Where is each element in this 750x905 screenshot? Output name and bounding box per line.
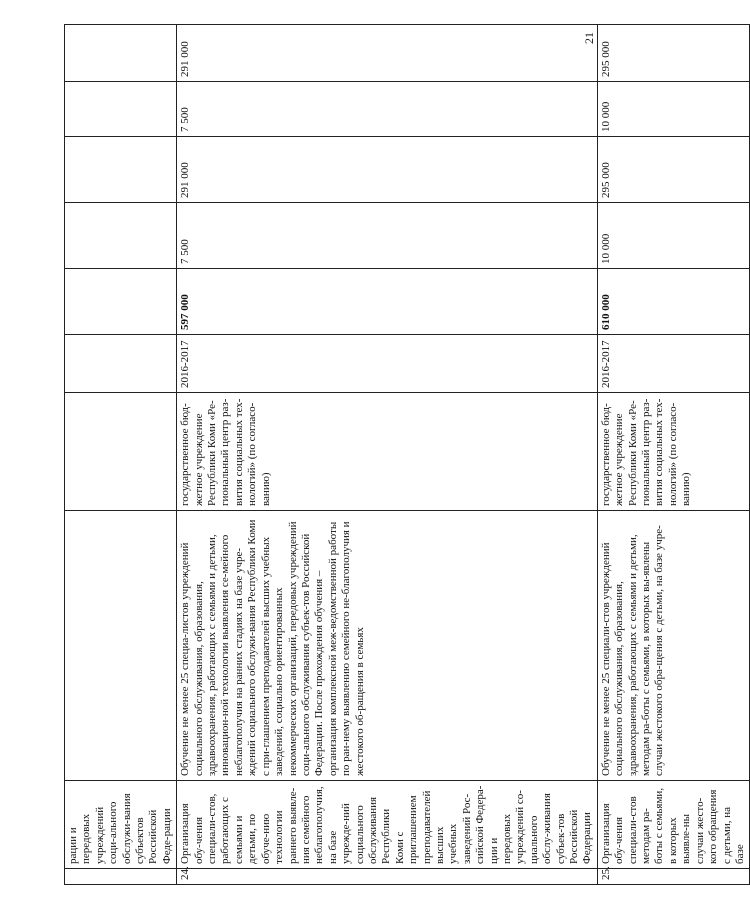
cell-value-1: 10 000 xyxy=(597,203,749,269)
cell-number: 24. xyxy=(177,869,598,885)
cell-value-1: 7 500 xyxy=(177,203,598,269)
cell-value-2 xyxy=(65,137,177,203)
cell-executor xyxy=(65,393,177,511)
cell-value-3: 10 000 xyxy=(597,82,749,137)
cell-activity-name: Организация обу-чения специали-стов, работающих с семьями и детьми, по обуче-нию технологии раннего выявле-ния семейного неблагополучия, на базе учрежде-ний социального обслуживания Республики Коми с приглашением преподавателей высших учебных заведений Рос-сийской Федера-ции и передовых учреждений со-циального обслу-живания субъек-тов Российской Федерации xyxy=(177,781,598,869)
cell-value-4 xyxy=(65,25,177,82)
cell-executor: государственное бюд-жетное учреждение Республики Коми «Ре-гиональный центр раз-вития социальных тех-нологий» (по согласо-ванию) xyxy=(177,393,598,511)
cell-value-4: 291 000 xyxy=(177,25,598,82)
cell-value-3: 7 500 xyxy=(177,82,598,137)
cell-number: 25. xyxy=(597,869,749,885)
cell-value-4: 295 000 xyxy=(597,25,749,82)
cell-total: 597 000 xyxy=(177,269,598,335)
cell-period xyxy=(65,335,177,393)
table-row-25 xyxy=(597,25,749,885)
cell-description xyxy=(65,511,177,781)
cell-period: 2016-2017 xyxy=(597,335,749,393)
cell-period: 2016-2017 xyxy=(177,335,598,393)
table-row-24 xyxy=(177,25,598,885)
cell-value-2: 291 000 xyxy=(177,137,598,203)
cell-value-3 xyxy=(65,82,177,137)
cell-description: Обучение не менее 25 специа-листов учреждений социального обслуживания, образования, здравоохранения, работающих с семьями и детьми, инновацион-ной технологии выявления се-мейного неблагополучия на ранних стадиях на базе учре-ждений социального обслужи-вания Республики Коми с при-глашением преподавателей высших учебных заведений, социально ориентированных некоммерческих организаций, передовых учреждений соци-ального обслуживания субъек-тов Российской Федерации. После прохождения обучения – организация комплексной меж-ведомственной работы по ран-нему выявлению семейного не-благополучия и жестокого об-ращения в семьях xyxy=(177,511,598,781)
cell-activity-name: рации и передовых учреждений соци-ального обслужи-вания субъектов Российской Феде-рации xyxy=(65,781,177,869)
cell-total: 610 000 xyxy=(597,269,749,335)
cell-total xyxy=(65,269,177,335)
cell-value-2: 295 000 xyxy=(597,137,749,203)
cell-executor: государственное бюд-жетное учреждение Республики Коми «Ре-гиональный центр раз-вития социальных тех-нологий» (по согласо-ванию) xyxy=(597,393,749,511)
cell-activity-name: Организация обу-чения специали-стов методам ра-боты с семьями, в которых выявле-ны случаи жесто-кого обращения с детьми, на базе xyxy=(597,781,749,869)
cell-number xyxy=(65,869,177,885)
program-activities-table xyxy=(64,24,750,885)
table-row-continuation xyxy=(65,25,177,885)
cell-description: Обучение не менее 25 специали-стов учреждений социального обслуживания, образования, здравоохранения, работающих с семьями и детьми, методам ра-боты с семьями, в которых вы-явлены случаи жестокого обра-щения с детьми, на базе учре- xyxy=(597,511,749,781)
page-number: 21 xyxy=(582,32,596,44)
cell-value-1 xyxy=(65,203,177,269)
